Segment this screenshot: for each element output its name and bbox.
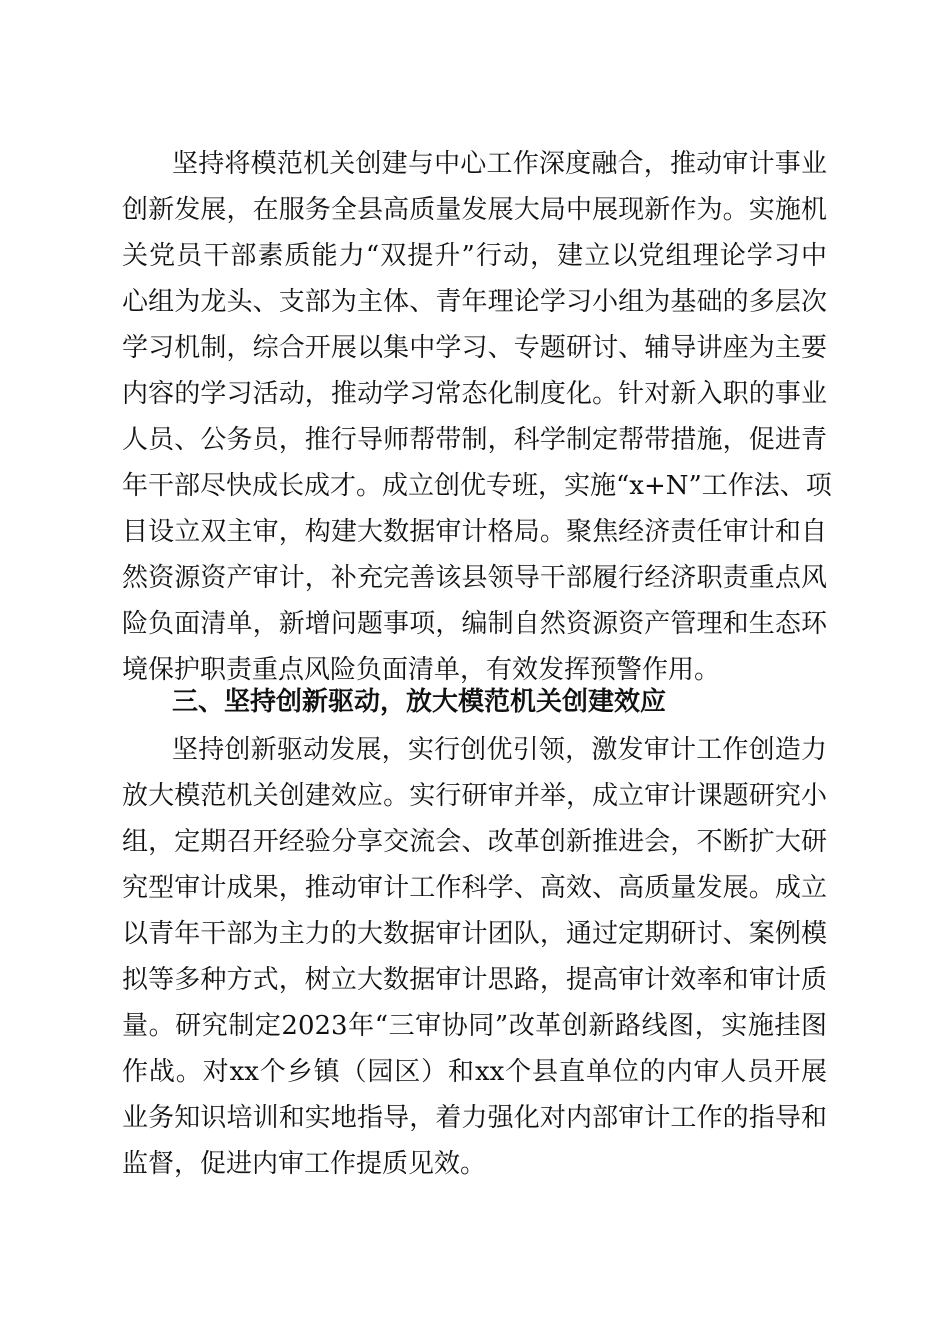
paragraph-line: 学习机制，综合开展以集中学习、专题研讨、辅导讲座为主要 xyxy=(122,333,827,363)
paragraph-line: 心组为龙头、支部为主体、青年理论学习小组为基础的多层次 xyxy=(122,287,827,317)
paragraph-line: 坚持将模范机关创建与中心工作深度融合，推动审计事业 xyxy=(172,149,827,179)
paragraph-line: 业务知识培训和实地指导，着力强化对内部审计工作的指导和 xyxy=(122,1103,827,1133)
paragraph-line: 关党员干部素质能力“双提升”行动，建立以党组理论学习中 xyxy=(122,241,827,271)
paragraph-line: 境保护职责重点风险负面清单，有效发挥预警作用。 xyxy=(122,655,721,685)
section-heading: 三、坚持创新驱动，放大模范机关创建效应 xyxy=(172,687,667,717)
paragraph-line: 监督，促进内审工作提质见效。 xyxy=(122,1149,487,1179)
paragraph-line: 量。研究制定2023年“三审协同”改革创新路线图，实施挂图 xyxy=(122,1011,827,1041)
paragraph-line: 创新发展，在服务全县高质量发展大局中展现新作为。实施机 xyxy=(122,195,827,225)
paragraph-line: 目设立双主审，构建大数据审计格局。聚焦经济责任审计和自 xyxy=(122,517,827,547)
paragraph-line: 拟等多种方式，树立大数据审计思路，提高审计效率和审计质 xyxy=(122,965,827,995)
paragraph-line: 以青年干部为主力的大数据审计团队，通过定期研讨、案例模 xyxy=(122,919,827,949)
paragraph-line: 放大模范机关创建效应。实行研审并举，成立审计课题研究小 xyxy=(122,781,827,811)
paragraph-line: 年干部尽快成长成才。成立创优专班，实施“x+N”工作法、项 xyxy=(122,471,832,501)
paragraph-line: 然资源资产审计，补充完善该县领导干部履行经济职责重点风 xyxy=(122,563,827,593)
paragraph-line: 究型审计成果，推动审计工作科学、高效、高质量发展。成立 xyxy=(122,873,827,903)
paragraph-line: 内容的学习活动，推动学习常态化制度化。针对新入职的事业 xyxy=(122,379,827,409)
paragraph-line: 人员、公务员，推行导师帮带制，科学制定帮带措施，促进青 xyxy=(122,425,827,455)
paragraph-line: 组，定期召开经验分享交流会、改革创新推进会，不断扩大研 xyxy=(122,827,827,857)
paragraph-line: 坚持创新驱动发展，实行创优引领，激发审计工作创造力 xyxy=(172,735,827,765)
paragraph-line: 险负面清单，新增问题事项，编制自然资源资产管理和生态环 xyxy=(122,609,827,639)
paragraph-line: 作战。对xx个乡镇（园区）和xx个县直单位的内审人员开展 xyxy=(122,1057,827,1087)
